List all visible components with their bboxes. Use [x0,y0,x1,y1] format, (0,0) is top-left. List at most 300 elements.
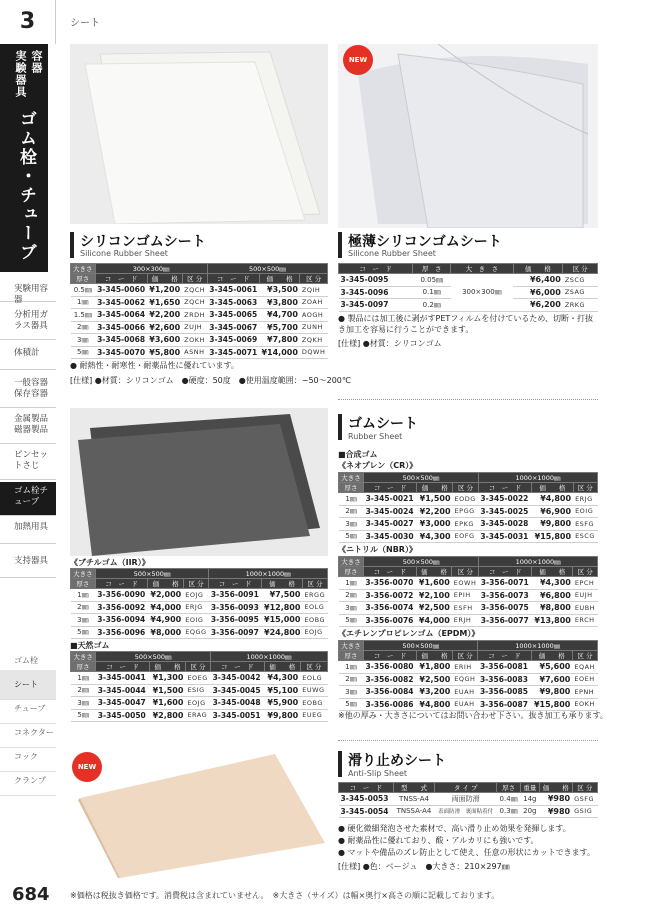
header-weight: 重量 [520,783,539,793]
code-cell: 3-356-0094 [95,614,148,627]
header-price: 価 格 [417,483,453,493]
thin-subtitle: Silicone Rubber Sheet [348,249,436,258]
code-cell: 3-356-0080 [364,661,417,674]
header-price: 価 格 [148,579,183,589]
price-cell: ¥1,600 [149,697,185,710]
thickness-cell: 2㎜ [71,601,96,614]
thickness-cell: 3㎜ [339,602,364,615]
price-cell: ¥8,000 [148,626,183,639]
weight-cell: 14g [520,793,539,806]
sub-nav-cock[interactable]: コック [0,742,56,772]
code-cell: 3-345-0064 [95,309,147,322]
code-cell: 3-345-0048 [211,697,265,710]
price-cell: ¥2,500 [417,673,453,686]
header-class: 区 分 [300,274,328,284]
nav-item-lab-containers[interactable]: 実験用容器 [0,284,56,302]
class-cell: ZQCH [182,284,207,297]
divider [338,740,598,741]
antislip-table [338,782,598,818]
antislip-note-2: ● 耐薬品性に優れており、酸・アルカリにも強いです。 [338,836,539,845]
rubber-note: ※他の厚み・大きさについてはお問い合わせ下さい。抜き加工も承ります。 [338,711,608,720]
price-cell: ¥2,500 [416,602,451,615]
table-row [339,530,598,543]
thickness-cell: 1㎜ [339,493,364,506]
header-class: 区 分 [300,662,327,672]
price-cell: ¥24,800 [262,626,303,639]
price-cell: ¥980 [539,805,572,818]
price-cell: ¥1,650 [147,296,182,309]
thickness-cell: 0.3㎜ [497,805,520,818]
thickness-cell: 3㎜ [339,518,364,531]
type-cell: 表面防滑 裏面粘着付 [434,805,496,818]
header-thickness: 厚さ [339,483,364,493]
price-cell: ¥6,900 [532,505,573,518]
header-price: 価 格 [417,651,453,661]
rubber-sheet-photo [70,408,328,556]
code-cell: 3-356-0084 [364,686,417,699]
header-price: 価 格 [264,662,300,672]
code-cell: 3-345-0096 [339,286,413,299]
class-cell: EOIG [573,505,597,518]
class-cell: EPNH [572,686,597,699]
class-cell: EQGG [183,626,209,639]
class-cell: EQGH [452,673,478,686]
price-cell: ¥5,700 [259,321,300,334]
section-bar [338,751,342,777]
header-size: 大きさ [339,473,364,483]
thickness-cell: 1㎜ [71,589,96,602]
class-cell: ERJH [452,614,479,627]
thickness-cell: 1㎜ [71,296,96,309]
price-cell: ¥5,600 [531,661,572,674]
class-cell: EOWH [452,577,479,590]
code-cell: 3-356-0093 [209,601,262,614]
header-code: コ ー ド [339,783,394,793]
thickness-cell: 0.05㎜ [413,274,451,287]
header-code: コ ー ド [95,579,148,589]
class-cell: EOIG [183,614,209,627]
price-cell: ¥5,800 [147,346,182,359]
header-class: 区 分 [452,651,478,661]
butyl-label: 《ブチルゴム（IIR）》 [70,558,150,567]
header-size-b: 1000×1000㎜ [479,557,598,567]
class-cell: ERGG [302,589,327,602]
code-cell: 3-356-0071 [479,577,532,590]
nav-item-glassware[interactable]: 分析用ガラス器具 [0,310,56,340]
code-cell: 3-345-0070 [95,346,147,359]
silicone-sheet-photo [70,44,328,224]
table-row [71,614,328,627]
code-cell: 3-345-0071 [207,346,259,359]
class-cell: ZSAG [563,286,598,299]
price-cell: ¥2,200 [147,309,182,322]
header-price: 価 格 [149,662,185,672]
silicone-subtitle: Silicone Rubber Sheet [80,249,168,258]
thickness-cell: 3㎜ [71,614,96,627]
price-cell: ¥14,000 [259,346,300,359]
antislip-note-3: ● マットや備品のズレ防止として使え、任意の形状にカットできます。 [338,848,595,857]
header-price: 価 格 [147,274,182,284]
code-cell: 3-345-0054 [339,805,394,818]
header-code: コ ー ド [207,274,259,284]
chapter-number: 3 [0,0,56,44]
table-row [339,602,598,615]
header-code: コ ー ド [363,567,416,577]
price-cell: ¥7,800 [259,334,300,347]
sub-nav-sheet[interactable]: シート [0,670,56,700]
antislip-spec: [仕様] ●色：ベージュ ●大きさ：210×297㎜ [338,862,510,871]
header-thickness: 厚さ [339,567,364,577]
thin-silicone-photo [338,44,598,228]
class-cell: EUAH [452,686,478,699]
code-cell: 3-356-0086 [364,698,417,711]
thickness-cell: 5㎜ [71,709,96,722]
class-cell: EUEG [300,709,327,722]
thickness-cell: 3㎜ [71,697,96,710]
header-price: 価 格 [539,783,572,793]
class-cell: AOGH [300,309,328,322]
header-size-a: 500×500㎜ [364,473,479,483]
class-cell: ZUJH [182,321,207,334]
price-cell: ¥2,000 [148,589,183,602]
header-price: 価 格 [513,264,563,274]
thickness-cell: 3㎜ [71,334,96,347]
thickness-cell: 0.2㎜ [413,299,451,312]
thickness-cell: 5㎜ [339,530,364,543]
code-cell: 3-356-0073 [479,589,532,602]
code-cell: 3-345-0030 [364,530,417,543]
class-cell: ESIG [185,684,210,697]
table-row [71,672,328,685]
header-size-a: 500×500㎜ [363,557,478,567]
nbr-label: 《ニトリル（NBR）》 [338,545,417,554]
code-cell: 3-345-0045 [211,684,265,697]
thin-note: ● 製品には加工後に剥がすPETフィルムを付けているため、切断・打抜き加工を容易に行うことができます。 [338,314,594,334]
section-bar [338,232,342,258]
code-cell: 3-345-0062 [95,296,147,309]
header-thickness: 厚さ [71,274,96,284]
rubber-subtitle: Rubber Sheet [348,432,403,441]
code-cell: 3-356-0082 [364,673,417,686]
code-cell: 3-356-0091 [209,589,262,602]
price-cell: ¥4,700 [259,309,300,322]
table-row [339,493,598,506]
price-cell: ¥5,900 [264,697,300,710]
price-cell: ¥3,600 [147,334,182,347]
class-cell: ERJG [183,601,209,614]
silicone-table [70,263,328,359]
thickness-cell: 3㎜ [339,686,364,699]
header-price: 価 格 [531,651,572,661]
thickness-cell: 0.4㎜ [497,793,520,806]
code-cell: 3-345-0042 [211,672,265,685]
anti-slip-photo [70,748,328,878]
price-cell: ¥1,600 [416,577,451,590]
nav-item-heating[interactable]: 加熱用具 [0,522,56,544]
rubber-title: ゴムシート [348,416,418,432]
code-cell: 3-345-0060 [95,284,147,297]
price-cell: ¥3,200 [417,686,453,699]
nav-item-support[interactable]: 支持器具 [0,556,56,578]
antislip-title: 滑り止めシート [348,753,446,769]
code-cell: 3-345-0031 [478,530,531,543]
table-row [71,296,328,309]
header-size: 大きさ [339,641,364,651]
header-code: コ ー ド [209,579,262,589]
category-label-a: 実験器具 [14,50,27,98]
price-cell: ¥6,200 [513,299,563,312]
code-cell: 3-345-0051 [211,709,265,722]
header-thickness: 厚さ [339,651,364,661]
antislip-subtitle: Anti-Slip Sheet [348,769,408,778]
class-cell: EOKH [572,698,597,711]
code-cell: 3-345-0041 [96,672,150,685]
header-size-b: 1000×1000㎜ [211,652,328,662]
header-size: 大きさ [339,557,364,567]
thickness-cell: 2㎜ [339,673,364,686]
header-type: タ イ プ [434,783,496,793]
class-cell: ZQCH [182,296,207,309]
thin-spec: [仕様] ●材質：シリコンゴム [338,339,442,348]
price-cell: ¥15,000 [262,614,303,627]
silicone-spec: [仕様] ●材質：シリコンゴム ●硬度：50度 ●使用温度範囲：−50〜200℃ [70,376,351,385]
code-cell: 3-345-0024 [364,505,417,518]
class-cell: ERCH [573,614,598,627]
header-class: 区 分 [452,567,479,577]
header-class: 区 分 [572,651,597,661]
table-row [71,697,328,710]
header-thickness: 厚 さ [413,264,451,274]
header-code: コ ー ド [478,651,531,661]
neoprene-label: 《ネオプレン（CR）》 [338,461,418,470]
header-class: 区 分 [573,567,598,577]
price-cell: ¥9,800 [531,686,572,699]
model-cell: TNSS-A4 [393,793,434,806]
class-cell: EOJG [302,626,327,639]
code-cell: 3-345-0027 [364,518,417,531]
price-cell: ¥6,000 [513,286,563,299]
section-bar [70,232,74,258]
table-row [71,309,328,322]
header-thickness: 厚さ [71,579,96,589]
header-price: 価 格 [532,567,573,577]
silicone-title: シリコンゴムシート [80,234,206,250]
thickness-cell: 1㎜ [71,672,96,685]
code-cell: 3-345-0025 [478,505,531,518]
code-cell: 3-345-0068 [95,334,147,347]
code-cell: 3-345-0065 [207,309,259,322]
class-cell: ESCG [573,530,597,543]
table-row [339,505,598,518]
table-row [339,686,598,699]
price-cell: ¥9,800 [264,709,300,722]
code-cell: 3-345-0066 [95,321,147,334]
header-class: 区 分 [185,662,210,672]
class-cell: EOEG [185,672,210,685]
class-cell: EOJG [185,697,210,710]
class-cell: EOBG [300,697,327,710]
code-cell: 3-356-0092 [95,601,148,614]
class-cell: ERIH [452,661,478,674]
thickness-cell: 5㎜ [339,614,364,627]
code-cell: 3-356-0083 [478,673,531,686]
price-cell: ¥2,600 [147,321,182,334]
price-cell: ¥15,800 [532,530,573,543]
class-cell: EODG [453,493,479,506]
table-row [71,284,328,297]
code-cell: 3-345-0067 [207,321,259,334]
category-label-b: 容器 [30,50,43,74]
thickness-cell: 1㎜ [339,577,364,590]
price-cell: ¥1,200 [147,284,182,297]
class-cell: ASNH [182,346,207,359]
table-row [339,698,598,711]
header-class: 区 分 [182,274,207,284]
header-code: コ ー ド [478,483,531,493]
sub-nav-stopper[interactable]: ゴム栓 [0,646,56,676]
price-cell: ¥9,800 [532,518,573,531]
code-cell: 3-356-0081 [478,661,531,674]
nav-item-metal[interactable]: 金属製品磁器製品 [0,414,56,444]
price-cell: ¥4,300 [417,530,453,543]
price-cell: ¥3,000 [417,518,453,531]
class-cell: ZRKG [563,299,598,312]
thin-table [338,263,598,312]
price-cell: ¥5,100 [264,684,300,697]
table-row [71,626,328,639]
price-cell: ¥2,800 [149,709,185,722]
nav-item-storage[interactable]: 一般容器保存容器 [0,378,56,408]
code-cell: 3-356-0077 [479,614,532,627]
nbr-table [338,556,598,627]
category-title: ゴム栓・チューブ [16,110,36,262]
header-model: 型 式 [393,783,434,793]
synthetic-label: ■合成ゴム [338,450,378,459]
code-cell: 3-345-0047 [96,697,150,710]
class-cell: ZUNH [300,321,328,334]
class-cell: ZOKH [182,334,207,347]
header-size-b: 500×500㎜ [207,264,327,274]
code-cell: 3-356-0070 [363,577,416,590]
price-cell: ¥1,800 [417,661,453,674]
sub-nav-connector[interactable]: コネクター [0,718,56,748]
table-row [71,334,328,347]
price-cell: ¥12,800 [262,601,303,614]
new-badge: NEW [343,45,373,75]
sub-nav-clamp[interactable]: クランプ [0,766,56,796]
header-class: 区 分 [183,579,209,589]
size-cell: 300×300㎜ [451,274,513,312]
header-code: コ ー ド [364,483,417,493]
code-cell: 3-345-0063 [207,296,259,309]
epdm-label: 《エチレンプロピレンゴム（EPDM）》 [338,629,480,638]
class-cell: EOJG [183,589,209,602]
epdm-table [338,640,598,711]
footnote: ※価格は税抜き価格です。消費税は含まれていません。 ※大きさ（サイズ）は幅×奥行×高さの順に記載しております。 [70,891,500,900]
neoprene-table [338,472,598,543]
class-cell: ESFG [573,518,597,531]
thickness-cell: 2㎜ [71,321,96,334]
thickness-cell: 2㎜ [71,684,96,697]
class-cell: EPKG [453,518,479,531]
price-cell: ¥4,300 [264,672,300,685]
header-code: コ ー ド [364,651,417,661]
code-cell: 3-356-0096 [95,626,148,639]
price-cell: ¥8,800 [532,602,573,615]
class-cell: EQAH [572,661,597,674]
price-cell: ¥4,300 [532,577,573,590]
price-cell: ¥1,500 [417,493,453,506]
class-cell: ZSCG [563,274,598,287]
thickness-cell: 0.1㎜ [413,286,451,299]
table-row [71,346,328,359]
price-cell: ¥4,800 [532,493,573,506]
class-cell: ERAG [185,709,210,722]
header-thickness: 厚さ [497,783,520,793]
price-cell: ¥4,900 [148,614,183,627]
class-cell: EPCH [573,577,598,590]
price-cell: ¥7,500 [262,589,303,602]
class-cell: EPGG [453,505,479,518]
table-row [339,614,598,627]
price-cell: ¥1,500 [149,684,185,697]
header-code: コ ー ド [95,274,147,284]
price-cell: ¥4,800 [417,698,453,711]
thickness-cell: 2㎜ [339,589,364,602]
code-cell: 3-356-0076 [363,614,416,627]
code-cell: 3-345-0044 [96,684,150,697]
table-row [339,577,598,590]
table-row [339,673,598,686]
header-size-a: 500×500㎜ [95,569,209,579]
class-cell: ZRDH [182,309,207,322]
class-cell: EPIH [452,589,479,602]
price-cell: ¥4,000 [416,614,451,627]
code-cell: 3-345-0095 [339,274,413,287]
nav-item-tweezers[interactable]: ピンセットさじ [0,450,56,480]
class-cell: ERJG [573,493,597,506]
thickness-cell: 2㎜ [339,505,364,518]
header-price: 価 格 [259,274,300,284]
breadcrumb: シート [70,18,100,29]
code-cell: 3-345-0021 [364,493,417,506]
code-cell: 3-345-0053 [339,793,394,806]
weight-cell: 20g [520,805,539,818]
header-price: 価 格 [416,567,451,577]
price-cell: ¥6,800 [532,589,573,602]
code-cell: 3-356-0095 [209,614,262,627]
thickness-cell: 5㎜ [71,346,96,359]
new-badge: NEW [72,752,102,782]
thickness-cell: 1.5㎜ [71,309,96,322]
table-row [339,518,598,531]
code-cell: 3-356-0097 [209,626,262,639]
table-row [339,661,598,674]
class-cell: EOLG [300,672,327,685]
antislip-note-1: ● 硬化微細発泡させた素材で、高い滑り止め効果を発揮します。 [338,824,571,833]
nav-item-volumetric[interactable]: 体積計 [0,348,56,370]
table-row [71,601,328,614]
price-cell: ¥2,100 [416,589,451,602]
nav-item-rubber[interactable]: ゴム栓チューブ [0,482,56,516]
code-cell: 3-345-0097 [339,299,413,312]
header-code: コ ー ド [211,662,265,672]
class-cell: ZQKH [300,334,328,347]
header-class: 区 分 [302,579,327,589]
sub-nav-tube[interactable]: チューブ [0,694,56,724]
code-cell: 3-345-0069 [207,334,259,347]
header-code: コ ー ド [479,567,532,577]
